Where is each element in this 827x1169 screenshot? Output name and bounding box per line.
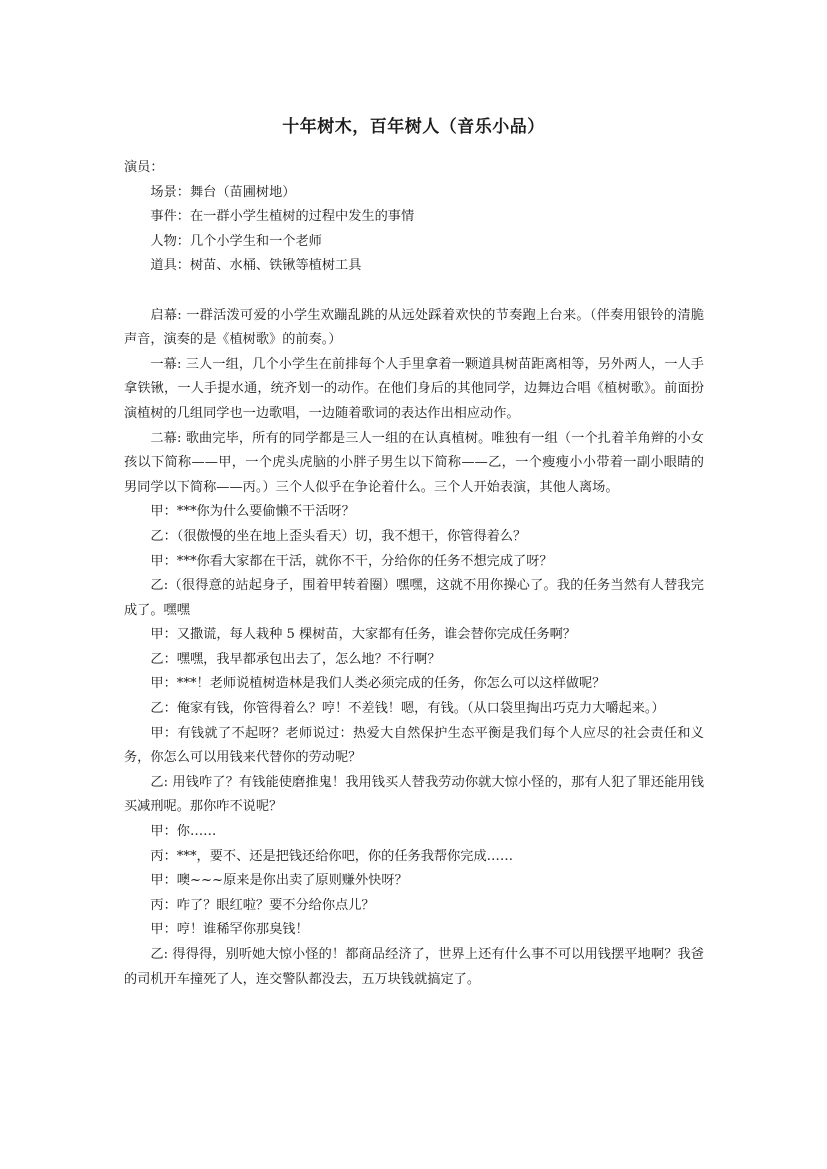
setup-line: 事件：在一群小学生植树的过程中发生的事情	[150, 209, 415, 225]
dialogue-line: 丙：***，要不、还是把钱还给你吧，你的任务我帮你完成……	[150, 848, 514, 864]
document-title: 十年树木，百年树人（音乐小品）	[282, 117, 545, 137]
setup-line: 场景：舞台（苗圃树地）	[150, 184, 296, 200]
dialogue-line: 乙：（很傲慢的坐在地上歪头看天）切，我不想干，你管得着么？	[150, 528, 527, 544]
dialogue-line: 乙:（很得意的站起身子，围着甲转着圈）嘿嘿，这就不用你操心了。我的任务当然有人替我完成了。嘿嘿	[124, 578, 704, 618]
setup-line: 道具：树苗、水桶、铁锹等植树工具	[150, 258, 362, 274]
dialogue-line: 甲：***你看大家都在干活，就你不干，分给你的任务不想完成了呀？	[150, 553, 553, 569]
paragraph-gap	[124, 279, 704, 304]
dialogue-line: 乙: 得得得，别听她大惊小怪的！都商品经济了，世界上还有什么事不可以用钱摆平地啊？我爸的司机开车撞死了人，连交警队都没去，五万块钱就搞定了。	[124, 947, 704, 987]
paragraph: 二幕: 歌曲完毕，所有的同学都是三人一组的在认真植树。唯独有一组（一个扎着羊角辫的小女孩以下简称——甲，一个虎头虎脑的小胖子男生以下简称——乙，一个瘦瘦小小带着一副小眼睛的男同学以下简称——丙。）三个人似乎在争论着什么。三个人开始表演，其他人离场。	[124, 430, 704, 495]
paragraph: 一幕: 三人一组，几个小学生在前排每个人手里拿着一颗道具树苗距离相等，另外两人，一人手拿铁锹，一人手提水通，统齐划一的动作。在他们身后的其他同学，边舞边合唱《植树歌》。前面扮演植树的几组同学也一边歌唱，一边随着歌词的表达作出相应动作。	[124, 356, 704, 421]
dialogue-line: 甲：又撒谎，每人栽种 5 棵树苗，大家都有任务，谁会替你完成任务啊？	[150, 627, 576, 643]
dialogue-line: 甲：你……	[150, 824, 217, 840]
dialogue-line: 乙: 用钱咋了？有钱能使磨推鬼！我用钱买人替我劳动你就大惊小怪的，那有人犯了罪还能用钱买减刑呢。那你咋不说呢？	[124, 774, 704, 815]
dialogue-line: 甲：噢~~~原来是你出卖了原则赚外快呀？	[150, 873, 408, 889]
document-body	[124, 156, 704, 992]
dialogue-line: 甲：***你为什么要偷懒不干活呀？	[150, 504, 355, 520]
dialogue-line: 乙：俺家有钱，你管得着么？哼！不差钱！嗯，有钱。（从口袋里掏出巧克力大嚼起来。）	[150, 701, 665, 717]
setup-line: 人物：几个小学生和一个老师	[150, 233, 322, 249]
dialogue-line: 甲：有钱就了不起呀？老师说过：热爱大自然保护生态平衡是我们每个人应尽的社会责任和义务，你怎么可以用钱来代替你的劳动呢？	[124, 725, 704, 766]
paragraph: 启幕: 一群活泼可爱的小学生欢蹦乱跳的从远处踩着欢快的节奏跑上台来。（伴奏用银铃的清脆声音，演奏的是《植树歌》的前奏。）	[124, 307, 704, 348]
dialogue-line: 甲：***！老师说植树造林是我们人类必须完成的任务，你怎么可以这样做呢？	[150, 676, 606, 692]
dialogue-line: 丙：咋了？眼红啦？要不分给你点儿？	[150, 897, 375, 913]
cast-label: 演员：	[124, 160, 164, 175]
dialogue-line: 甲：哼！谁稀罕你那臭钱！	[150, 922, 309, 938]
dialogue-line: 乙：嘿嘿，我早都承包出去了，怎么地？不行啊？	[150, 651, 441, 667]
